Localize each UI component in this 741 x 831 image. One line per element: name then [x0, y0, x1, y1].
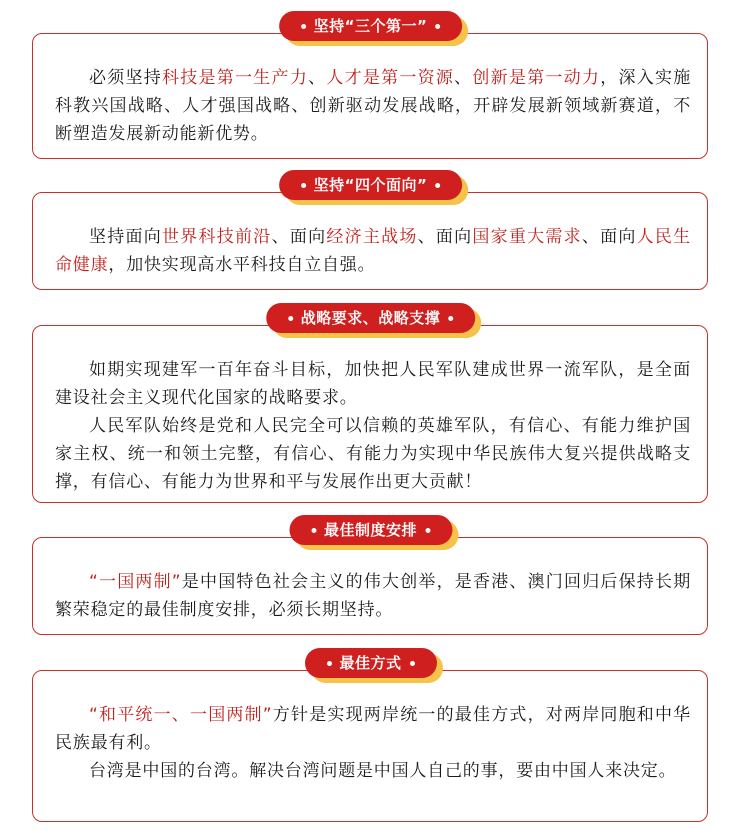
highlight-text: 世界科技前沿: [162, 227, 272, 247]
section-title: 坚持“三个第一”: [313, 17, 428, 35]
section-title: 坚持“四个面向”: [313, 176, 428, 194]
section-tag-4: [289, 515, 452, 545]
section-paragraph: 坚持面向世界科技前沿、面向经济主战场、面向国家重大需求、面向人民生命健康，加快实现高水平科技自立自强。: [55, 227, 691, 275]
section-paragraph: “一国两制”是中国特色社会主义的伟大创举，是香港、澳门回归后保持长期繁荣稳定的最佳制度安排，必须长期坚持。: [55, 572, 691, 620]
highlight-text: 经济主战场: [326, 227, 418, 247]
section-tag-5: [304, 648, 436, 678]
section-card-5: [32, 670, 708, 822]
section-card-2: [32, 192, 708, 290]
bullet-dot-icon: [448, 316, 453, 321]
bullet-dot-icon: [435, 24, 440, 29]
section-card-4: [32, 537, 708, 635]
section-tag-3: [266, 303, 476, 333]
section-paragraph: 如期实现建军一百年奋斗目标，加快把人民军队建成世界一流军队，是全面建设社会主义现代化国家的战略要求。: [55, 360, 691, 408]
section-paragraph: 必须坚持科技是第一生产力、人才是第一资源、创新是第一动力，深入实施科教兴国战略、人才强国战略、创新驱动发展战略，开辟发展新领域新赛道，不断塑造发展新动能新优势。: [55, 68, 692, 144]
highlight-text: “和平统一、一国两制”: [89, 705, 273, 725]
highlight-text: 人才是第一资源: [326, 68, 455, 88]
section-title: 战略要求、战略支撑: [300, 309, 441, 327]
highlight-text: 创新是第一动力: [472, 68, 601, 88]
bullet-dot-icon: [301, 24, 306, 29]
highlight-text: 国家重大需求: [472, 227, 582, 247]
bullet-dot-icon: [301, 183, 306, 188]
bullet-dot-icon: [288, 316, 293, 321]
section-card-1: [32, 33, 708, 159]
section-paragraph: “和平统一、一国两制”方针是实现两岸统一的最佳方式，对两岸同胞和中华民族最有利。: [55, 705, 691, 753]
highlight-text: 科技是第一生产力: [162, 68, 309, 88]
bullet-dot-icon: [435, 183, 440, 188]
bullet-dot-icon: [326, 661, 331, 666]
highlight-text: “一国两制”: [89, 572, 182, 592]
section-paragraph: 台湾是中国的台湾。解决台湾问题是中国人自己的事，要由中国人来决定。: [89, 761, 677, 781]
section-title: 最佳制度安排: [323, 521, 418, 539]
section-tag-1: [279, 11, 463, 41]
bullet-dot-icon: [311, 528, 316, 533]
bullet-dot-icon: [410, 661, 415, 666]
bullet-dot-icon: [425, 528, 430, 533]
section-tag-2: [279, 170, 463, 200]
section-title: 最佳方式: [339, 654, 402, 672]
section-card-3: [32, 325, 708, 503]
highlight-text: 人民生命健康: [55, 227, 691, 275]
section-paragraph: 人民军队始终是党和人民完全可以信赖的英雄军队，有信心、有能力维护国家主权、统一和领土完整，有信心、有能力为实现中华民族伟大复兴提供战略支撑，有信心、有能力为世界和平与发展作出更大贡献！: [55, 416, 691, 492]
